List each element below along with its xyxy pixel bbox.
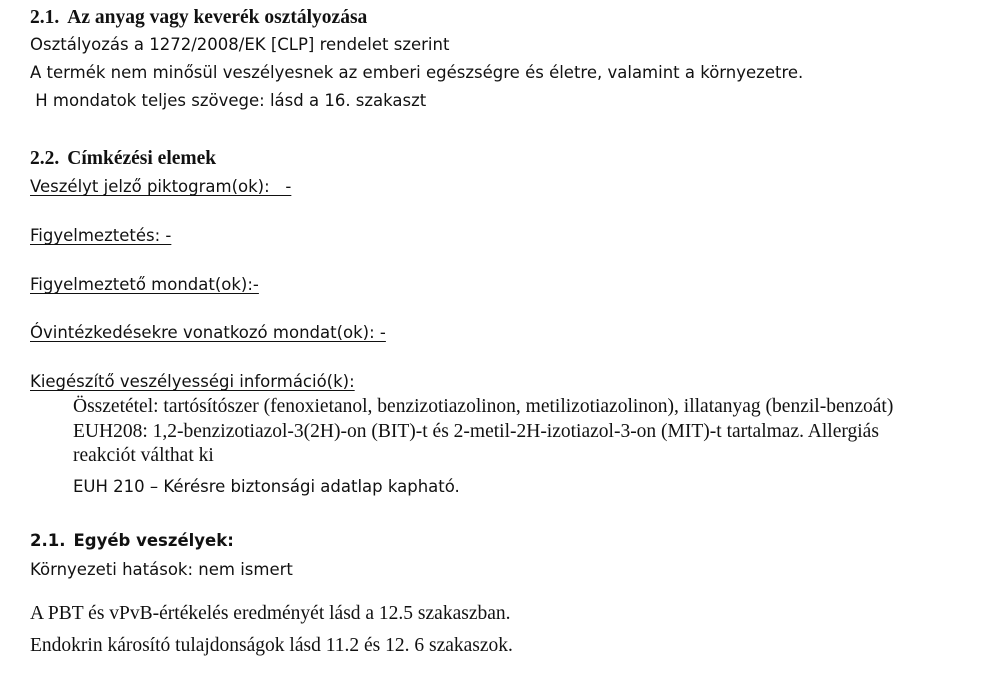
endocrine-disruptor-line: Endokrin károsító tulajdonságok lásd 11.2 és 12. 6 szakaszok.	[30, 635, 513, 656]
section-2-1-number: 2.1.	[30, 7, 60, 28]
section-2-2-title: Címkézési elemek	[67, 148, 217, 169]
warning-label: Figyelmeztetés: -	[30, 226, 172, 245]
environmental-effects-line: Környezeti hatások: nem ismert	[30, 560, 293, 579]
section-2-2-heading	[30, 149, 216, 169]
precautionary-statements-label: Óvintézkedésekre vonatkozó mondat(ok): -	[30, 323, 386, 342]
h-statements-reference-line: H mondatok teljes szövege: lásd a 16. szakaszt	[30, 91, 427, 110]
section-2-1-title: Az anyag vagy keverék osztályozása	[67, 7, 368, 28]
composition-line: Összetétel: tartósítószer (fenoxietanol, benzizotiazolinon, metilizotiazolinon), illatanyag (benzil-benzoát)	[73, 396, 894, 417]
euh210-line: EUH 210 – Kérésre biztonsági adatlap kapható.	[73, 477, 460, 496]
other-hazards-title: Egyéb veszélyek:	[73, 531, 234, 550]
other-hazards-number: 2.1.	[30, 531, 66, 550]
supplementary-info-label: Kiegészítő veszélyességi információ(k):	[30, 372, 355, 391]
other-hazards-heading	[30, 533, 234, 550]
pbt-assessment-line: A PBT és vPvB-értékelés eredményét lásd a 12.5 szakaszban.	[30, 603, 511, 624]
clp-regulation-line: Osztályozás a 1272/2008/EK [CLP] rendelet szerint	[30, 35, 450, 54]
hazard-statements-label: Figyelmeztető mondat(ok):-	[30, 275, 259, 294]
euh208-line-2: reakciót válthat ki	[73, 445, 214, 466]
not-hazardous-line: A termék nem minősül veszélyesnek az emberi egészségre és életre, valamint a környezetre.	[30, 63, 804, 82]
section-2-2-number: 2.2.	[30, 148, 60, 169]
section-2-1-heading	[30, 8, 367, 28]
euh208-line-1: EUH208: 1,2-benzizotiazol-3(2H)-on (BIT)-t és 2-metil-2H-izotiazol-3-on (MIT)-t tartalmaz. Allergiás	[73, 421, 879, 442]
pictogram-label: Veszélyt jelző piktogram(ok): -	[30, 177, 292, 196]
